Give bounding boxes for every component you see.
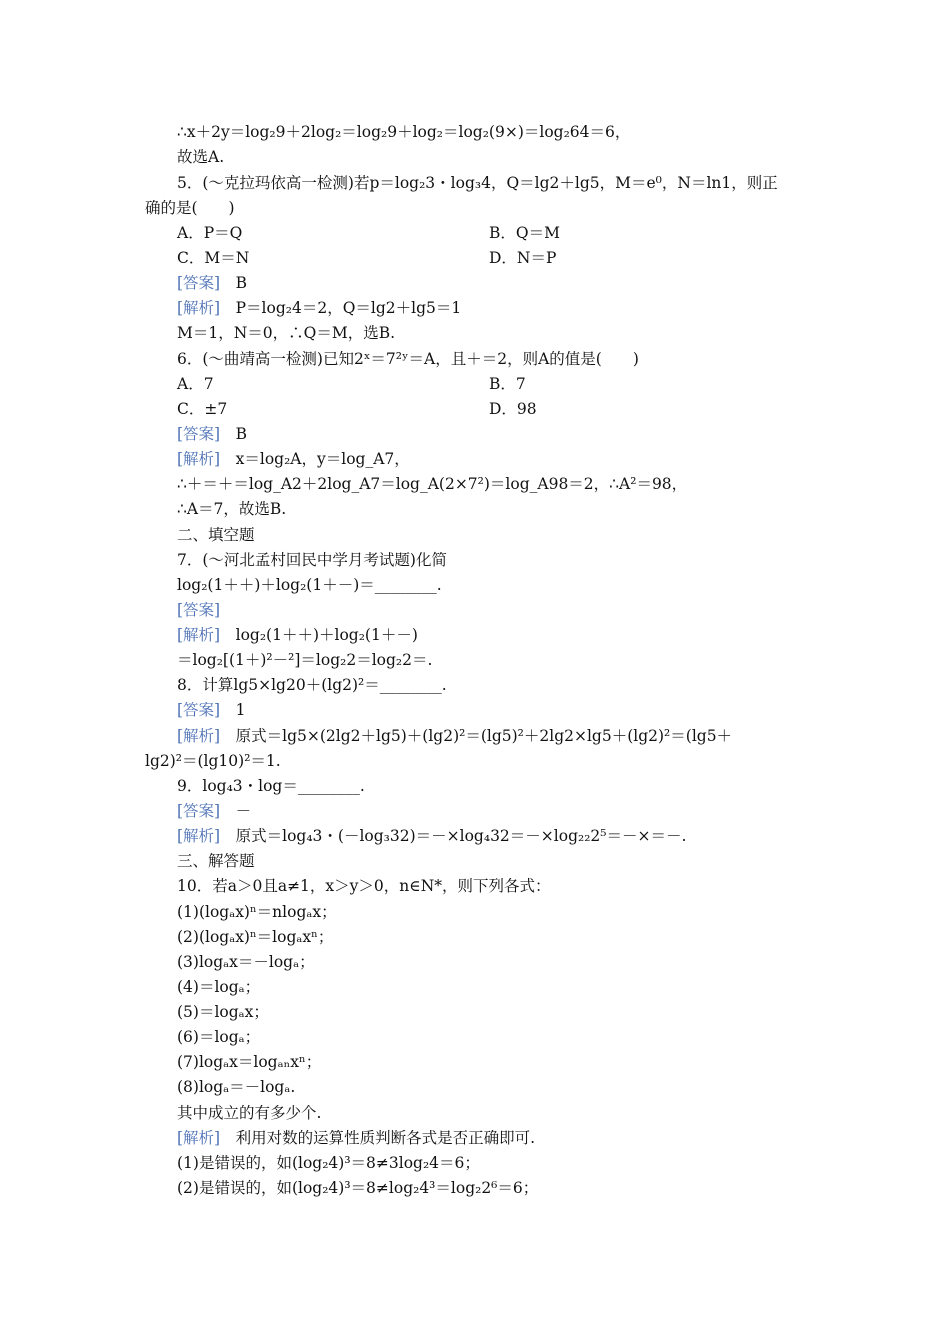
- analysis-tag: [解析]: [177, 299, 221, 317]
- option-c: C．±7: [177, 400, 228, 418]
- section-heading: 二、填空题: [177, 526, 255, 544]
- question-10-ask: 其中成立的有多少个.: [177, 1104, 322, 1122]
- answer-tag: [答案]: [177, 601, 221, 619]
- analysis-text: 原式＝log₄3・(－log₃32)＝－×log₄32＝－×log₂₂2⁵＝－×＝－.: [235, 827, 687, 845]
- question-7-formula: log₂(1＋＋)＋log₂(1＋－)＝________.: [177, 576, 442, 594]
- analysis-tag: [解析]: [177, 450, 221, 468]
- question-10: 10．若a＞0且a≠1，x＞y＞0，n∈N*，则下列各式：: [177, 877, 551, 895]
- answer-value: B: [235, 425, 248, 443]
- option-b: B．7: [489, 375, 526, 393]
- statement-8: (8)logₐ＝－logₐ.: [177, 1078, 296, 1096]
- text-line: lg2)²＝(lg10)²＝1.: [145, 752, 281, 770]
- answer-tag: [答案]: [177, 802, 221, 820]
- answer-line: [177, 600, 220, 620]
- statement-6: (6)＝logₐ；: [177, 1028, 261, 1046]
- statement-3: (3)logₐx＝－logₐ；: [177, 953, 315, 971]
- analysis-tag: [解析]: [177, 827, 221, 845]
- statement-4: (4)＝logₐ；: [177, 978, 261, 996]
- analysis-text: 利用对数的运算性质判断各式是否正确即可.: [235, 1129, 536, 1147]
- text-line: (2)是错误的，如(log₂4)³＝8≠log₂4³＝log₂2⁶＝6；: [177, 1179, 539, 1197]
- analysis-line: [177, 625, 418, 645]
- analysis-tag: [解析]: [177, 1129, 221, 1147]
- answer-line: [177, 801, 251, 821]
- analysis-text: 原式＝lg5×(2lg2＋lg5)＋(lg2)²＝(lg5)²＋2lg2×lg5＋(lg2)²＝(lg5＋: [235, 727, 733, 745]
- analysis-tag: [解析]: [177, 727, 221, 745]
- analysis-line: [177, 298, 461, 318]
- analysis-line: [177, 826, 686, 846]
- option-a: A．7: [177, 375, 214, 393]
- answer-tag: [答案]: [177, 425, 221, 443]
- statement-5: (5)＝logₐx；: [177, 1003, 269, 1021]
- answer-tag: [答案]: [177, 274, 221, 292]
- analysis-line: [177, 449, 410, 469]
- question-8: 8．计算lg5×lg20＋(lg2)²＝________.: [177, 676, 447, 694]
- analysis-text: P＝log₂4＝2，Q＝lg2＋lg5＝1: [235, 299, 462, 317]
- option-a: A．P＝Q: [177, 224, 243, 242]
- text-line: (1)是错误的，如(log₂4)³＝8≠3log₂4＝6；: [177, 1154, 480, 1172]
- text-line: ＝log₂[(1＋)²－²]＝log₂2＝log₂2＝.: [177, 651, 433, 669]
- analysis-text: x＝log₂A，y＝log_A7，: [235, 450, 410, 468]
- answer-value: 1: [235, 701, 246, 719]
- text-line: ∴＋＝＋＝log_A2＋2log_A7＝log_A(2×7²)＝log_A98＝2，∴A²＝98，: [177, 475, 688, 493]
- statement-1: (1)(logₐx)ⁿ＝nlogₐx；: [177, 903, 337, 921]
- question-9: 9．log₄3・log＝________.: [177, 777, 365, 795]
- option-c: C．M＝N: [177, 249, 250, 267]
- analysis-tag: [解析]: [177, 626, 221, 644]
- question-5-cont: 确的是( ): [145, 199, 235, 217]
- question-6: 6．(～曲靖高一检测)已知2ˣ＝7²ʸ＝A，且＋＝2，则A的值是( ): [177, 350, 639, 368]
- text-line: ∴x＋2y＝log₂9＋2log₂＝log₂9＋log₂＝log₂(9×)＝log₂64＝6，: [177, 123, 631, 141]
- option-d: D．98: [489, 400, 537, 418]
- analysis-line: [177, 726, 732, 746]
- question-5: 5．(～克拉玛依高一检测)若p＝log₂3・log₃4，Q＝lg2＋lg5，M＝e⁰，N＝ln1，则正: [177, 174, 778, 192]
- statement-7: (7)logₐx＝logₐₙxⁿ；: [177, 1053, 322, 1071]
- option-b: B．Q＝M: [489, 224, 560, 242]
- option-d: D．N＝P: [489, 249, 557, 267]
- answer-tag: [答案]: [177, 701, 221, 719]
- answer-line: [177, 700, 246, 720]
- answer-line: [177, 424, 247, 444]
- statement-2: (2)(logₐx)ⁿ＝logₐxⁿ；: [177, 928, 334, 946]
- answer-value: B: [235, 274, 248, 292]
- text-line: M＝1，N＝0，∴Q＝M，选B.: [177, 324, 396, 342]
- analysis-line: [177, 1128, 535, 1148]
- text-line: 故选A.: [177, 148, 225, 166]
- answer-value: －: [235, 802, 252, 820]
- text-line: ∴A＝7，故选B.: [177, 500, 287, 518]
- analysis-text: log₂(1＋＋)＋log₂(1＋－): [235, 626, 418, 644]
- answer-line: [177, 273, 247, 293]
- question-7: 7．(～河北孟村回民中学月考试题)化简: [177, 551, 447, 569]
- section-heading: 三、解答题: [177, 852, 255, 870]
